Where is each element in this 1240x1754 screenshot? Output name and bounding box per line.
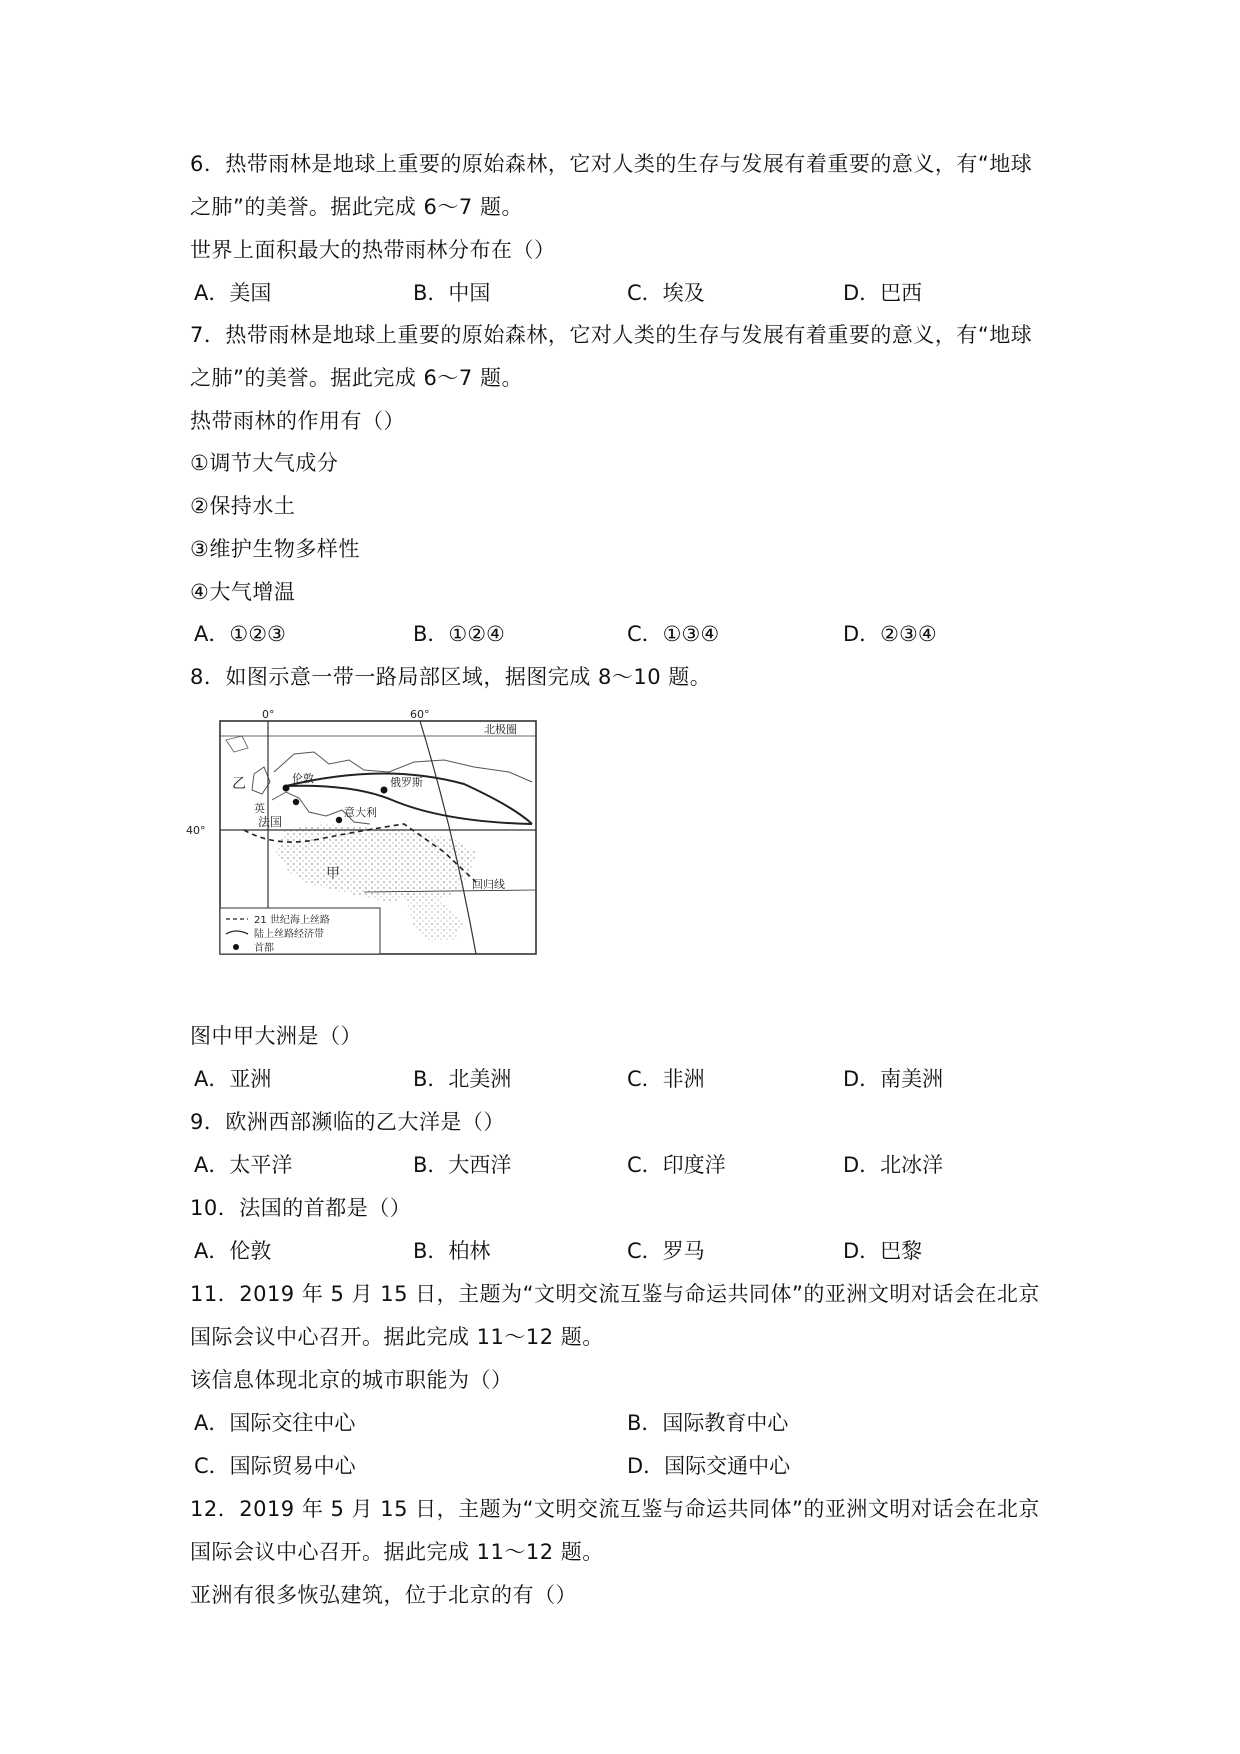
lon-label-0: 0° [262, 708, 275, 721]
q7-item-2: ②保持水土 [190, 494, 296, 518]
q9-option-b: B．大西洋 [413, 1153, 512, 1177]
q6-option-d: D．巴西 [843, 281, 923, 305]
q6-stem-line2: 之肺”的美誉。据此完成 6～7 题。 [190, 195, 523, 219]
q7-stem-line2: 之肺”的美誉。据此完成 6～7 题。 [190, 366, 523, 390]
q8-option-c: C．非洲 [627, 1067, 705, 1091]
q6-stem-line1: 6．热带雨林是地球上重要的原始森林，它对人类的生存与发展有着重要的意义，有“地球 [190, 152, 1033, 176]
q10-option-b: B．柏林 [413, 1239, 491, 1263]
q6-question: 世界上面积最大的热带雨林分布在（） [190, 238, 556, 262]
q8-intro: 8．如图示意一带一路局部区域，据图完成 8～10 题。 [190, 665, 712, 689]
q7-item-4: ④大气增温 [190, 580, 296, 604]
q11-option-c: C．国际贸易中心 [194, 1454, 356, 1478]
q6-option-b: B．中国 [413, 281, 491, 305]
q12-stem-line1: 12．2019 年 5 月 15 日，主题为“文明交流互鉴与命运共同体”的亚洲文明对话会在北京 [190, 1497, 1040, 1521]
map-label-italy: 意大利 [344, 806, 377, 819]
map-label-jia: 甲 [326, 866, 340, 882]
q7-stem-line1: 7．热带雨林是地球上重要的原始森林，它对人类的生存与发展有着重要的意义，有“地球 [190, 323, 1033, 347]
q10-option-a: A．伦敦 [194, 1239, 272, 1263]
map-label-london: 伦敦 [292, 772, 314, 785]
q11-option-a: A．国际交往中心 [194, 1411, 356, 1435]
map-label-uk: 英 [254, 802, 265, 815]
q8-option-b: B．北美洲 [413, 1067, 512, 1091]
map-label-russia: 俄罗斯 [390, 776, 423, 789]
q9-question: 9．欧洲西部濒临的乙大洋是（） [190, 1110, 505, 1134]
q7-question: 热带雨林的作用有（） [190, 409, 405, 433]
q10-option-c: C．罗马 [627, 1239, 705, 1263]
q11-stem-line1: 11．2019 年 5 月 15 日，主题为“文明交流互鉴与命运共同体”的亚洲文明对话会在北京 [190, 1282, 1040, 1306]
legend-land: 陆上丝路经济带 [254, 929, 324, 940]
lon-label-60: 60° [410, 708, 430, 721]
q7-item-1: ①调节大气成分 [190, 451, 339, 475]
q6-option-a: A．美国 [194, 281, 272, 305]
lat-label-40: 40° [186, 824, 206, 837]
q7-item-3: ③维护生物多样性 [190, 537, 360, 561]
q12-question: 亚洲有很多恢弘建筑，位于北京的有（） [190, 1583, 577, 1607]
q6-option-c: C．埃及 [627, 281, 705, 305]
q7-option-c: C．①③④ [627, 622, 720, 646]
q8-option-d: D．南美洲 [843, 1067, 944, 1091]
q8-question: 图中甲大洲是（） [190, 1024, 362, 1048]
legend-maritime: 21 世纪海上丝路 [254, 915, 330, 926]
q9-option-c: C．印度洋 [627, 1153, 726, 1177]
q7-option-d: D．②③④ [843, 622, 937, 646]
belt-road-map [186, 708, 544, 957]
q10-question: 10．法国的首都是（） [190, 1196, 412, 1220]
q11-option-d: D．国际交通中心 [627, 1454, 791, 1478]
tropic-label: 回归线 [472, 878, 505, 891]
q11-question: 该信息体现北京的城市职能为（） [190, 1368, 513, 1392]
q10-option-d: D．巴黎 [843, 1239, 923, 1263]
q8-option-a: A．亚洲 [194, 1067, 272, 1091]
q9-option-d: D．北冰洋 [843, 1153, 944, 1177]
q7-option-a: A．①②③ [194, 622, 286, 646]
q12-stem-line2: 国际会议中心召开。据此完成 11～12 题。 [190, 1540, 604, 1564]
arctic-circle-label: 北极圈 [484, 723, 517, 736]
map-label-france: 法国 [258, 815, 283, 829]
legend-capital: 首都 [254, 943, 274, 954]
q11-stem-line2: 国际会议中心召开。据此完成 11～12 题。 [190, 1325, 604, 1349]
q11-option-b: B．国际教育中心 [627, 1411, 789, 1435]
map-label-yi: 乙 [232, 776, 246, 792]
q9-option-a: A．太平洋 [194, 1153, 293, 1177]
q7-option-b: B．①②④ [413, 622, 505, 646]
